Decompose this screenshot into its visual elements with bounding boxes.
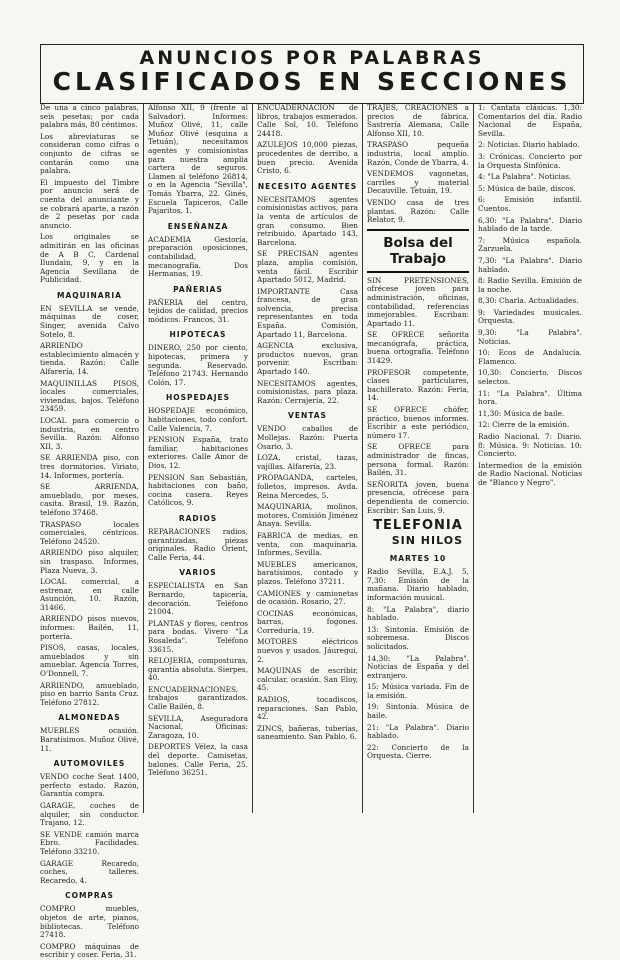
column-rule bbox=[473, 104, 474, 813]
section-heading-ensenanza: ENSEÑANZA bbox=[167, 221, 229, 231]
radio-listing: 14,30: "La Palabra". Noticias de España y del extranjero. bbox=[367, 653, 469, 680]
radio-listing: 13: Sintonía. Emisión de sobremesa. Discos solicitados. bbox=[367, 624, 469, 651]
classified-ad: COMPRO muebles, objetos de arte, pianos, bibliotecas. Teléfono 27418. bbox=[40, 904, 139, 940]
bolsa-del-trabajo-heading: Bolsa del Trabajo bbox=[367, 229, 469, 273]
classified-ad: EN SEVILLA se vende, máquinas de coser, Singer, avenida Calvo Sotelo, 8. bbox=[40, 303, 139, 339]
classified-ad: SE VENDE camión marca Ebro. Facilidades. Teléfono 33210. bbox=[40, 829, 139, 856]
classified-ad: SIN PRETENSIONES, ofrécese joven para administración, oficinas, contabilidad, referencias inmejorables. Escriban: Apartado 11. bbox=[367, 275, 469, 328]
classified-ad: IMPORTANTE Casa francesa, de gran solvencia, precisa representantes en toda España. Comisión, Apartado 11, Barcelona. bbox=[257, 286, 358, 339]
radio-listing: 10: Ecos de Andalucía. Flamenco. bbox=[478, 348, 582, 366]
radio-listing: 11,30: Música de baile. bbox=[478, 408, 565, 418]
classified-ad: PISOS, casas, locales, amueblados y sin amueblar. Agencia Torres, O'Donnell, 7. bbox=[40, 643, 139, 679]
classified-ad: NECESITAMOS agentes, comisionistas, para plaza. Razón: Cerrajería, 22. bbox=[257, 378, 358, 405]
classified-ad: ARRIENDO pisos nuevos, informes: Bailén, 11, portería. bbox=[40, 614, 139, 641]
classified-ad: ESPECIALISTA en San Bernardo, tapicería, decoración. Teléfono 21004. bbox=[148, 581, 248, 617]
classified-ad: LOCAL para comercio o industria, en centro Sevilla. Razón: Alfonso XII, 3. bbox=[40, 416, 139, 451]
classified-ad: VENDO caballos de Mollejas. Razón: Puerta Osario, 3. bbox=[257, 424, 358, 451]
classified-ad: TRASPASO pequeña industria, local amplio. Razón, Conde de Ybarra, 4. bbox=[367, 140, 469, 167]
section-heading-agentes: NECESITO AGENTES bbox=[257, 181, 358, 191]
radio-listing: Radio Nacional. 7: Diario. 8: Música. 9: Noticias. 10: Concierto. bbox=[478, 432, 582, 459]
radio-listing: 5: Música de baile, discos. bbox=[478, 183, 576, 193]
section-heading-automoviles: AUTOMOVILES bbox=[53, 759, 126, 769]
radio-listing: 15: Música variada. Fin de la emisión. bbox=[367, 682, 469, 700]
classified-ad: SE ARRIENDA piso, con tres dormitorios. Viriato, 14. Informes, portería. bbox=[40, 453, 139, 480]
classified-ad: MUEBLES americanos, baratísimos, contado y plazos. Teléfono 37211. bbox=[257, 559, 358, 586]
classified-ad: LOZA, cristal, tazas, vajillas. Alfarería, 23. bbox=[257, 453, 358, 471]
classified-ad: CAMIONES y camionetas de ocasión. Rosario, 27. bbox=[257, 588, 358, 607]
radio-listing: Intermedios de la emisión de Radio Nacional. Noticias de "Blanco y Negro". bbox=[478, 460, 582, 487]
classified-ad: SE OFRECE chófer, práctico, buenos informes. Escribir a este periódico, número 17. bbox=[367, 405, 469, 440]
radio-listing: 4: "La Palabra". Noticias. bbox=[478, 172, 572, 182]
column-5 bbox=[478, 104, 582, 813]
radio-listing: 7: Música española. Zarzuela. bbox=[478, 235, 582, 254]
classified-ad: SEVILLA, Aseguradora Nacional, Oficinas: Zaragoza, 10. bbox=[148, 713, 248, 740]
classified-ad: VENDO coche Seat 1400, perfecto estado. Razón, Garantía compra. bbox=[40, 772, 139, 799]
classified-ad: VENDO casa de tres plantas. Razón: Calle Relator, 9. bbox=[367, 197, 469, 225]
section-heading-hospedajes: HOSPEDAJES bbox=[165, 393, 231, 403]
radio-listing: 8: "La Palabra", diario hablado. bbox=[367, 604, 469, 623]
classified-ad: ENCUADERNACIONES, trabajos garantizados. Calle Bailén, 8. bbox=[148, 684, 248, 712]
classified-ad: ZINCS, bañeras, tuberías, saneamiento. San Pablo, 6. bbox=[257, 723, 358, 742]
radio-listing: 12: Cierre de la emisión. bbox=[478, 420, 570, 430]
classified-ad: SE OFRECE señorita mecanógrafa, práctica, buena ortografía. Teléfono 31429. bbox=[367, 330, 469, 366]
classified-ad: MAQUINAS de escribir, calcular, ocasión. San Eloy, 45. bbox=[257, 666, 358, 693]
column-rule bbox=[252, 104, 253, 813]
radio-listing: Radio Sevilla, E.A.J. 5, 7,30: Emisión de la mañana. Diario hablado, información musical. bbox=[367, 567, 469, 602]
classified-ad: SEÑORITA joven, buena presencia, ofrécese para dependienta de comercio. Escribir: San Luis, 9. bbox=[367, 479, 469, 515]
classified-ad: LOCAL comercial, a estrenar, en calle Asunción, 10. Razón, 31466. bbox=[40, 577, 139, 612]
classified-ad: SE ARRIENDA, amueblado, por meses, casita. Brasil, 19. Razón, teléfono 37468. bbox=[40, 482, 139, 517]
classified-ad: AZULEJOS 10,000 piezas, procedentes de derribo, a buen precio. Avenida Cristo, 6. bbox=[257, 140, 358, 176]
radio-listing: 8: Radio Sevilla. Emisión de la noche. bbox=[478, 276, 582, 294]
classified-ad: PROFESOR competente, clases particulares, bachillerato. Razón: Feria, 14. bbox=[367, 367, 469, 403]
radio-listing: 8,30: Charla. Actualidades. bbox=[478, 296, 579, 306]
classified-ad: PENSION San Sebastián, habitaciones con baño, cocina casera. Reyes Católicos, 9. bbox=[148, 472, 248, 508]
section-heading-radios: RADIOS bbox=[178, 513, 218, 523]
classified-ad: RADIOS, tocadiscos, reparaciones. San Pablo, 42. bbox=[257, 695, 358, 722]
classified-ad: COCINAS económicas, barras, fogones. Correduría, 19. bbox=[257, 608, 358, 635]
classified-ad: PAÑERIA del centro, tejidos de calidad, precios módicos. Francos, 31. bbox=[148, 297, 248, 324]
classified-ad: SE PRECISAN agentes plaza, amplia comisión, venta fácil. Escribir Apartado 5012, Madrid. bbox=[257, 249, 358, 285]
radio-listing: 2: Noticias. Diario hablado. bbox=[478, 140, 580, 150]
classified-ad: VENDEMOS vagonetas, carriles y material Decauville. Tetuán, 19. bbox=[367, 169, 469, 196]
section-heading-panerias: PAÑERIAS bbox=[173, 284, 223, 294]
radio-listing: 10,30: Concierto. Discos selectos. bbox=[478, 368, 582, 387]
section-heading-ventas: VENTAS bbox=[288, 411, 327, 421]
banner-line-2: CLASIFICADOS EN SECCIONES bbox=[52, 67, 572, 96]
intro-text: De una a cinco palabras, seis pesetas; por cada palabra más, 80 céntimos. bbox=[40, 103, 139, 130]
column-2 bbox=[148, 104, 248, 813]
radio-listing: 22: Concierto de la Orquesta. Cierre. bbox=[367, 742, 469, 761]
column-1 bbox=[40, 103, 139, 960]
classified-ad: SE OFRECE para administrador de fincas, persona formal. Razón: Bailén, 31. bbox=[367, 442, 469, 478]
telefonia-heading-line-2: SIN HILOS bbox=[391, 534, 463, 548]
column-rule bbox=[362, 104, 363, 813]
classified-ad: ARRIENDO piso alquiler, sin traspaso. Informes, Plaza Nueva, 3. bbox=[40, 548, 139, 575]
classified-ad: MUEBLES ocasión. Baratísimos. Muñoz Olivé, 11. bbox=[40, 726, 139, 753]
column-4 bbox=[367, 104, 469, 813]
intro-text: El impuesto del Timbre por anuncio será de cuenta del anunciante y se cobrará aparte, a razón de 2 pesetas por cada anuncio. bbox=[40, 177, 139, 230]
classifieds-banner bbox=[40, 44, 584, 104]
section-heading-compras: COMPRAS bbox=[65, 891, 114, 901]
radio-date-heading: MARTES 10 bbox=[389, 554, 447, 564]
classified-ad: GARAGE, coches de alquiler, sin conductor. Trajano, 12. bbox=[40, 800, 139, 828]
classified-ad: MAQUINARIA, molinos, motores, Comisión Jiménez Anaya. Sevilla. bbox=[257, 502, 358, 529]
classified-ad: PENSION España, trato familiar, habitaciones exteriores. Calle Amor de Dios, 12. bbox=[148, 435, 248, 470]
intro-text: Los abreviaturas se consideran como cifras o conjunto de cifras se contarán como una palabra. bbox=[40, 131, 139, 176]
classified-ad: PROPAGANDA, carteles, folletos, impresos. Avda. Reina Mercedes, 5. bbox=[257, 473, 358, 500]
classified-ad: RELOJERIA, composturas, garantía absoluta. Sierpes, 40. bbox=[148, 656, 248, 683]
radio-listing: 7,30: "La Palabra". Diario hablado. bbox=[478, 255, 582, 274]
classified-ad: TRAJES, CREACIONES a precios de fábrica. Sastrería Alemana, Calle Alfonso XII, 10. bbox=[367, 103, 469, 138]
intro-text: Los originales se admitirán en las oficinas de A B C, Cardenal Ilundain, 9, y en la Agencia Sevillana de Publicidad. bbox=[40, 232, 139, 285]
section-heading-hipotecas: HIPOTECAS bbox=[169, 330, 227, 340]
classified-ad: COMPRO máquinas de escribir y coser. Feria, 31. bbox=[40, 941, 139, 960]
column-rule bbox=[143, 104, 144, 813]
section-heading-alquileres: MAQUINARIA bbox=[57, 290, 122, 300]
radio-listing: 1: Cantata clásicas. 1,30: Comentarios del día. Radio Nacional de España, Sevilla. bbox=[478, 103, 582, 138]
telefonia-heading bbox=[367, 518, 469, 548]
classified-ad: ACADEMIA Gestoría, preparación oposiciones, contabilidad, mecanografía. Dos Hermanas, 19. bbox=[148, 234, 248, 279]
classified-ad: DEPORTES Vélez, la casa del deporte. Camisetas, balones. Calle Feria, 25. Teléfono 36251. bbox=[148, 742, 248, 778]
classified-ad: MAQUINILLAS PISOS, locales comerciales, viviendas, bajos. Teléfono 23459. bbox=[40, 378, 139, 414]
classified-ad: GARAGE Recaredo, coches, talleres. Recaredo, 4. bbox=[40, 858, 139, 885]
classified-ad: PLANTAS y flores, centros para bodas. Vivero "La Rosaleda". Teléfono 33615. bbox=[148, 618, 248, 654]
radio-listing: 9,30: "La Palabra". Noticias. bbox=[478, 328, 582, 346]
banner-line-1: ANUNCIOS POR PALABRAS bbox=[139, 47, 485, 69]
radio-listing: 6: Emisión infantil. Cuentos. bbox=[478, 195, 582, 213]
classified-ad: ENCUADERNACION de libros, trabajos esmerados. Calle Sol, 10. Teléfono 24418. bbox=[257, 103, 358, 138]
classified-ad: ARRIENDO, amueblado, piso en barrio Santa Cruz. Teléfono 27812. bbox=[40, 680, 139, 707]
column-3 bbox=[257, 104, 358, 813]
section-heading-varios: VARIOS bbox=[179, 568, 217, 578]
radio-listing: 6,30: "La Palabra". Diario hablado de la tarde. bbox=[478, 215, 582, 234]
classified-ad: MOTORES eléctricos nuevos y usados. Jáuregui, 2. bbox=[257, 637, 358, 664]
classified-ad: HOSPEDAJE económico, habitaciones, todo confort. Calle Valencia, 7. bbox=[148, 406, 248, 433]
section-heading-almonedas: ALMONEDAS bbox=[58, 713, 121, 723]
classified-ad: REPARACIONES radios, garantizadas, piezas originales. Radio Orient, Calle Feria, 44. bbox=[148, 526, 248, 562]
radio-listing: 9: Variedades musicales. Orquesta. bbox=[478, 307, 582, 326]
radio-listing: 19: Sintonía. Música de baile. bbox=[367, 702, 469, 721]
classified-ad: AGENCIA exclusiva, productos nuevos, gran porvenir. Escriban: Apartado 140. bbox=[257, 341, 358, 377]
classified-ad: TRASPASO locales comerciales, céntricos. Teléfono 24520. bbox=[40, 519, 139, 546]
classified-ad: Alfonso XII, 9 (frente al Salvador). Informes: Muñoz Olivé, 11, calle Muñoz Olivé (esquina a Tetuán), necesitamos agentes y comisionistas para nuestra amplia cartera de seguros. Llamen al teléfono 26814, o en la Agencia "Sevilla", Tomás Ybarra, 22. Ginés, Escuela Tapiceros, Calle Pajaritos, 1. bbox=[148, 103, 248, 216]
radio-listing: 21: "La Palabra". Diario hablado. bbox=[367, 722, 469, 741]
classified-ad: FABRICA de medias, en venta, con maquinaria. Informes, Sevilla. bbox=[257, 530, 358, 558]
radio-listing: 11: "La Palabra". Última hora. bbox=[478, 388, 582, 407]
classified-ad: NECESITAMOS agentes comisionistas activos, para la venta de artículos de gran consumo. Bien retribuido. Apartado 143, Barcelona. bbox=[257, 194, 358, 247]
radio-listing: 3: Crónicas. Concierto por la Orquesta Sinfónica. bbox=[478, 151, 582, 170]
classified-ad: ARRIENDO establecimiento almacén y tienda. Razón: Calle Alfarería, 14. bbox=[40, 341, 139, 377]
telefonia-heading-line-1: TELEFONIA bbox=[373, 518, 463, 534]
classified-ad: DINERO, 250 por ciento, hipotecas, primera y segunda. Reservado. Teléfono 21743. Hernando Colón, 17. bbox=[148, 343, 248, 387]
